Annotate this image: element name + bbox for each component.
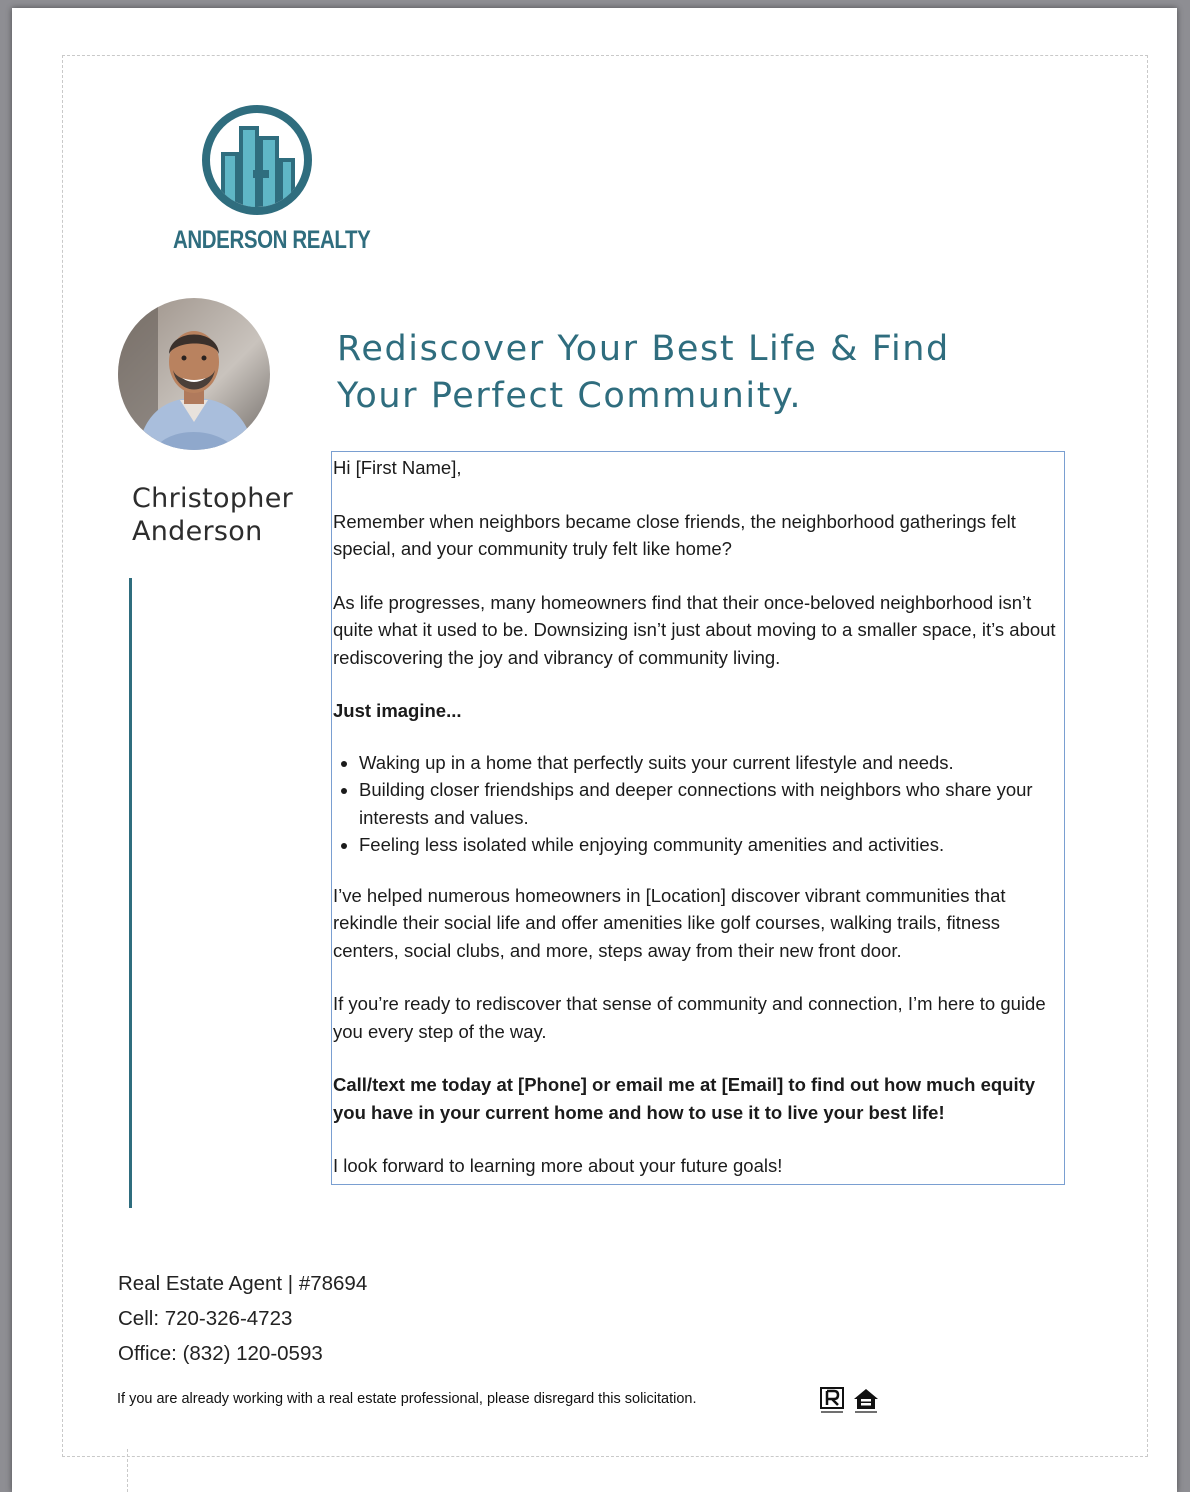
letter-page bbox=[12, 8, 1177, 1492]
bleed-guide bbox=[127, 1449, 128, 1492]
headline bbox=[337, 326, 1057, 420]
list-item: • Waking up in a home that perfectly suits your current lifestyle and needs. bbox=[359, 749, 1064, 777]
letter-greeting: Hi [First Name], bbox=[333, 457, 462, 478]
brand-logo bbox=[167, 104, 371, 255]
agent-portrait-icon bbox=[118, 298, 270, 450]
equal-housing-icon bbox=[852, 1387, 880, 1415]
realtor-r-icon bbox=[820, 1387, 846, 1415]
agent-photo bbox=[118, 298, 270, 450]
cell-phone: Cell: 720-326-4723 bbox=[118, 1307, 293, 1330]
letter-body-textbox[interactable] bbox=[331, 451, 1065, 1185]
contact-block bbox=[118, 1266, 367, 1371]
agent-first-name: Christopher bbox=[132, 483, 294, 514]
sidebar-divider bbox=[129, 578, 132, 1208]
disclaimer: If you are already working with a real estate professional, please disregard this solicitation. bbox=[117, 1391, 697, 1407]
brand-name: ANDERSON REALTY bbox=[173, 226, 371, 254]
list-item: • Building closer friendships and deeper connections with neighbors who share your interests and values. bbox=[359, 776, 1064, 831]
office-phone: Office: (832) 120-0593 bbox=[118, 1342, 323, 1365]
letter-paragraph-4: If you’re ready to rediscover that sense of community and connection, I’m here to guide you every step of the way. bbox=[333, 993, 1046, 1042]
letter-closing: I look forward to learning more about your future goals! bbox=[333, 1155, 783, 1176]
imagine-list bbox=[333, 749, 1064, 859]
letter-paragraph-1: Remember when neighbors became close friends, the neighborhood gatherings felt special, and your community truly felt like home? bbox=[333, 510, 1016, 559]
imagine-heading: Just imagine... bbox=[333, 700, 462, 721]
call-to-action: Call/text me today at [Phone] or email me at [Email] to find out how much equity you have in your current home and how to use it to live your best life! bbox=[333, 1074, 1036, 1123]
agent-last-name: Anderson bbox=[132, 516, 263, 547]
list-item: • Feeling less isolated while enjoying community amenities and activities. bbox=[359, 831, 1064, 859]
letter-paragraph-3: I’ve helped numerous homeowners in [Location] discover vibrant communities that rekindle their social life and offer amenities like golf courses, walking trails, fitness centers, social clubs, and more, steps away from their new front door. bbox=[333, 884, 1006, 961]
headline-line-2: Your Perfect Community. bbox=[337, 376, 803, 416]
headline-line-1: Rediscover Your Best Life & Find bbox=[337, 329, 950, 369]
building-circle-logo-icon bbox=[201, 104, 313, 216]
compliance-badges bbox=[820, 1387, 880, 1415]
agent-title-license: Real Estate Agent | #78694 bbox=[118, 1272, 368, 1295]
agent-name bbox=[132, 482, 312, 548]
letter-paragraph-2: As life progresses, many homeowners find that their once-beloved neighborhood isn’t quite what it used to be. Downsizing isn’t just about moving to a smaller space, it’s about rediscovering the joy and vibrancy of community living. bbox=[333, 591, 1056, 668]
